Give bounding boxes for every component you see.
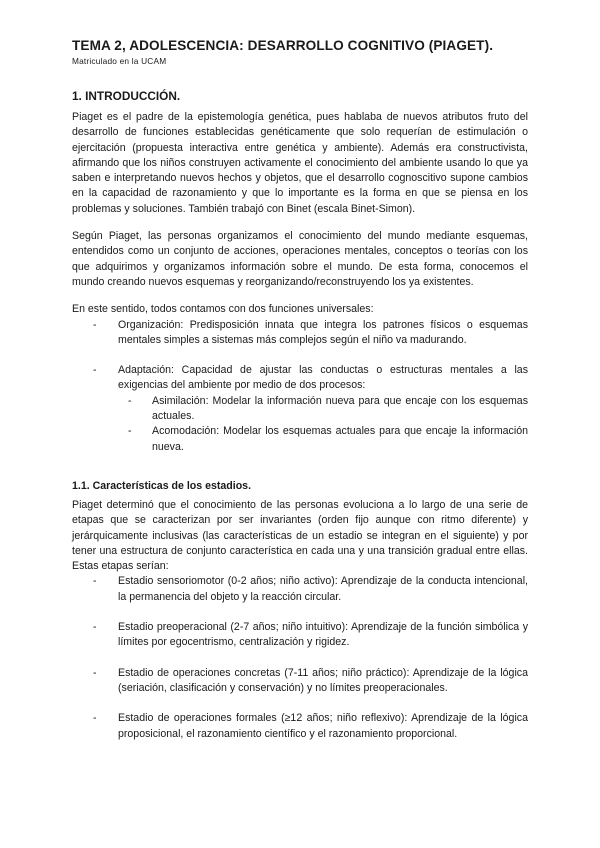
adaptacion-text: Adaptación: Capacidad de ajustar las conductas o estructuras mentales a las exigencias del ambiente por medio de dos procesos:: [118, 364, 528, 392]
universal-functions-list: [72, 318, 528, 349]
list-item-stage-operaciones-concretas: - Estadio de operaciones concretas (7-11 años; niño práctico): Aprendizaje de la lógica (seriación, clasificación y conservación) y no límites preoperacionales.: [72, 666, 528, 697]
list-item-stage-operaciones-formales: - Estadio de operaciones formales (≥12 años; niño reflexivo): Aprendizaje de la lógica proposicional, el razonamiento científico y el razonamiento proporcional.: [72, 711, 528, 742]
section-heading-introduccion: 1. INTRODUCCIÓN.: [72, 89, 181, 103]
section-heading-estadios: 1.1. Características de los estadios.: [72, 479, 252, 492]
paragraph-intro-3: En este sentido, todos contamos con dos funciones universales:: [72, 303, 374, 316]
document-subtitle: Matriculado en la UCAM: [72, 56, 167, 66]
adaptation-list: [72, 363, 528, 394]
stages-list: [72, 574, 528, 741]
list-item-acomodacion: - Acomodación: Modelar los esquemas actuales para que encaje la información nueva.: [72, 424, 528, 455]
adaptation-process-list: [72, 394, 528, 455]
document-title: TEMA 2, ADOLESCENCIA: DESARROLLO COGNITIVO (PIAGET).: [72, 38, 494, 53]
list-item-stage-preoperacional: - Estadio preoperacional (2-7 años; niño intuitivo): Aprendizaje de la función simbólica y límites por egocentrismo, centralización y rigidez.: [72, 620, 528, 651]
paragraph-intro-1: Piaget es el padre de la epistemología genética, pues hablaba de nuevos atributos fruto del desarrollo de funciones establecidas genéticamente que solo requerían de estimulación o ejercitación (propuesta interactiva entre genética y ambiente). Además era constructivista, afirmando que los niños construyen activamente el conocimiento del ambiente usando lo que ya saben e interpretando nuevos hechos y objetos, que el desarrollo cognoscitivo supone cambios en la capacidad de razonamiento y que lo importante es la forma en que se piensa en los problemas y soluciones. También trabajó con Binet (escala Binet-Simon).: [72, 111, 528, 215]
paragraph-estadios: Piaget determinó que el conocimiento de las personas evoluciona a lo largo de una serie de etapas que se caracterizan por ser invariantes (orden fijo aunque con ritmo diferente) y jerárquicamente inclusivas (las características de un estadio se integran en el siguiente) y por tener una estructura de conjunto característica en cada una y una transición gradual entre ellas. Estas etapas serían:: [72, 498, 528, 573]
paragraph-intro-2: Según Piaget, las personas organizamos el conocimiento del mundo mediante esquemas, entendidos como un conjunto de acciones, operaciones mentales, conceptos o teorías con los que adquirimos y organizamos información sobre el mundo. De esta forma, conocemos el mundo creando nuevos esquemas y reorganizando/reconstruyendo los ya existentes.: [72, 230, 528, 288]
list-item-stage-sensoriomotor: - Estadio sensoriomotor (0-2 años; niño activo): Aprendizaje de la conducta intencional, la permanencia del objeto y la reacción circular.: [72, 574, 528, 605]
list-item-organizacion: - Organización: Predisposición innata que integra los patrones físicos o esquemas mentales simples a sistemas más complejos según el niño va madurando.: [72, 318, 528, 349]
list-item-adaptacion: [72, 363, 528, 394]
list-item-asimilacion: - Asimilación: Modelar la información nueva para que encaje con los esquemas actuales.: [72, 394, 528, 425]
